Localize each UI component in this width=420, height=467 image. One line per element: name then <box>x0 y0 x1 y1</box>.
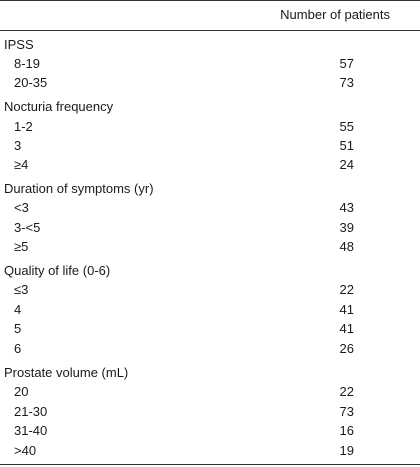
section-title-label: Quality of life (0-6) <box>4 263 111 278</box>
table-bottom-rule <box>0 464 420 465</box>
row-value: 73 <box>339 404 354 419</box>
row-value: 22 <box>339 384 354 399</box>
row-label: 3 <box>14 138 22 153</box>
row-value: 39 <box>339 220 354 235</box>
row-label: 31-40 <box>14 423 48 438</box>
table-row <box>0 300 420 319</box>
section-title-ipss <box>0 35 420 54</box>
row-value: 16 <box>339 423 354 438</box>
table-row <box>0 319 420 338</box>
table-row <box>0 136 420 155</box>
section-title-label: Nocturia frequency <box>4 99 114 114</box>
table-row <box>0 237 420 256</box>
table-row <box>0 280 420 299</box>
table-row <box>0 441 420 460</box>
section-title-label: Prostate volume (mL) <box>4 365 129 380</box>
row-value: 19 <box>339 443 354 458</box>
row-label: 3-<5 <box>14 220 41 235</box>
column-header-number-of-patients: Number of patients <box>280 7 390 22</box>
row-label: 6 <box>14 341 22 356</box>
row-label: ≤3 <box>14 282 29 297</box>
row-value: 41 <box>339 321 354 336</box>
row-label: <3 <box>14 200 29 215</box>
row-value: 24 <box>339 157 354 172</box>
section-title-label: Duration of symptoms (yr) <box>4 181 154 196</box>
table-row <box>0 402 420 421</box>
row-value: 41 <box>339 302 354 317</box>
row-value: 57 <box>339 56 354 71</box>
table-top-rule <box>0 0 420 1</box>
row-label: >40 <box>14 443 37 458</box>
row-label: 8-19 <box>14 56 41 71</box>
table-row <box>0 421 420 440</box>
table-row <box>0 155 420 174</box>
row-value: 48 <box>339 239 354 254</box>
section-title-label: IPSS <box>4 37 34 52</box>
row-label: 21-30 <box>14 404 48 419</box>
row-label: ≥5 <box>14 239 29 254</box>
row-label: ≥4 <box>14 157 29 172</box>
row-value: 22 <box>339 282 354 297</box>
row-label: 20 <box>14 384 29 399</box>
section-title-prostate-volume <box>0 363 420 382</box>
table-row <box>0 198 420 217</box>
row-value: 43 <box>339 200 354 215</box>
table-row <box>0 339 420 358</box>
row-value: 55 <box>339 119 354 134</box>
table-row <box>0 54 420 73</box>
row-value: 26 <box>339 341 354 356</box>
row-label: 4 <box>14 302 22 317</box>
row-label: 5 <box>14 321 22 336</box>
row-value: 73 <box>339 75 354 90</box>
table-row <box>0 73 420 92</box>
row-label: 20-35 <box>14 75 48 90</box>
row-label: 1-2 <box>14 119 33 134</box>
row-value: 51 <box>339 138 354 153</box>
section-title-nocturia-frequency <box>0 97 420 116</box>
table-row <box>0 382 420 401</box>
table-header-rule <box>0 30 420 31</box>
table-row <box>0 117 420 136</box>
table-row <box>0 218 420 237</box>
section-title-quality-of-life <box>0 261 420 280</box>
section-title-duration-of-symptoms <box>0 179 420 198</box>
